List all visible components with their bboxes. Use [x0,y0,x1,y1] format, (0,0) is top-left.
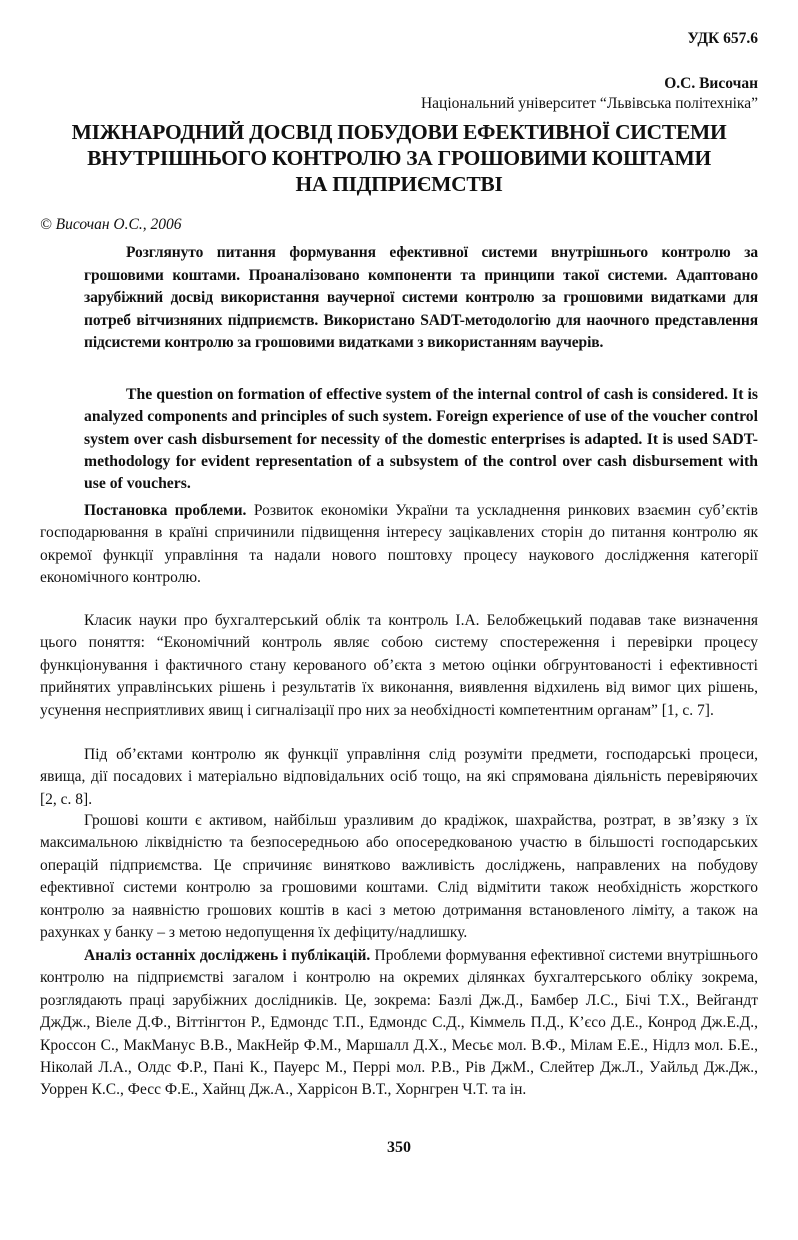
paragraph [40,945,758,1102]
section-literature-review [40,945,758,1102]
udk-code: УДК 657.6 [687,30,758,47]
abstract-english: The question on formation of effective system of the internal control of cash is considered. It is analyzed components and principles of such system. Foreign experience of use of the voucher control system over cash disbursement for necessity of the domestic enterprises is adapted. It is used SADT-methodology for evident representation of a subsystem of the control over cash disbursement with use of vouchers. [84,386,758,493]
paper-title [40,119,758,197]
paragraph-text: Розвиток економіки України та ускладнення ринкових взаємин суб’єктів господарювання в країні спричинили підвищення інтересу зацікавлених сторін до питання контролю як окремої функції управління та надали нового поштовху процесу наукового дослідження категорії економічного контролю. [40,502,758,587]
abstract-ukrainian: Розглянуто питання формування ефективної системи внутрішнього контролю за грошовими коштами. Проаналізовано компоненти та принципи такої системи. Адаптовано зарубіжний досвід використання ваучерної системи контролю за грошовими видатками для потреб вітчизняних підприємств. Використано SADT-методологію для наочного представлення підсистеми контролю за грошовими видатками з використанням ваучерів. [84,244,758,351]
section-heading: Постановка проблеми. [84,502,247,519]
paragraph-text: Під об’єктами контролю як функції управління слід розуміти предмети, господарські процеси, явища, дії посадових і матеріально відповідальних осіб тощо, на які спрямована діяльність перевіряючих [2, с. 8]. [40,746,758,808]
title-line: ВНУТРІШНЬОГО КОНТРОЛЮ ЗА ГРОШОВИМИ КОШТАМИ [87,146,711,170]
author-name: О.С. Височан [664,75,758,92]
section-heading: Аналіз останніх досліджень і публікацій. [84,947,371,964]
author-affiliation: Національний університет “Львівська політехніка” [420,95,758,112]
paragraph-cash-assets [40,810,758,944]
section-problem-statement [40,500,758,590]
paragraph-control-objects [40,744,758,811]
copyright-notice: © Височан О.С., 2006 [40,216,182,233]
paragraph-text: Класик науки про бухгалтерський облік та контроль І.А. Белобжецький подавав таке визначення цього поняття: “Економічний контроль являє собою систему спостереження і перевірки процесу функціонування і фактичного стану керованого об’єкта з метою оцінки обгрунтованості і ефективності прийнятих управлінських рішень і результатів їх виконання, виявлення відхилень від вимог цих рішень, усунення несприятливих явищ і сигналізації про них за необхідності компетентним органам” [1, с. 7]. [40,612,758,719]
title-line: МІЖНАРОДНИЙ ДОСВІД ПОБУДОВИ ЕФЕКТИВНОЇ СИСТЕМИ [71,120,727,144]
paragraph-text: Грошові кошти є активом, найбільш уразливим до крадіжок, шахрайства, розтрат, в зв’язку з їх максимальною ліквідністю та безпосередньою або опосередкованою участю в більшості господарських операцій підприємства. Це спричиняє винятково важливість досліджень, направлених на побудову ефективної системи контролю за грошовими коштами. Слід відмітити також необхідність жорсткого контролю за наявністю грошових коштів в касі з метою дотримання встановленого ліміту, а також на рахунках у банку – з метою недопущення їх дефіциту/надлишку. [40,812,758,942]
title-line: НА ПІДПРИЄМСТВІ [295,172,503,196]
paragraph [40,500,758,590]
paragraph-text: Проблеми формування ефективної системи внутрішнього контролю на підприємстві загалом і контролю на окремих ділянках бухгалтерського обліку зокрема, розглядають праці зарубіжних дослідників. Це, зокрема: Базлі Дж.Д., Бамбер Л.С., Бічі Т.Х., Вейгандт ДжДж., Віеле Д.Ф., Віттінгтон Р., Едмондс Т.П., Едмондс С.Д., Кіммель П.Д., К’єсо Д.Е., Конрод Дж.Е.Д., Кроссон С., МакМанус В.В., МакНейр Ф.М., Маршалл Д.Х., Месьє мол. В.Ф., Мілам Е.Е., Нідлз мол. Б.Е., Ніколай Л.А., Олдс Ф.Р., Пані К., Пауерс М., Перрі мол. Р.В., Рів ДжМ., Слейтер Дж.Л., Уайльд Дж.Дж., Уоррен К.С., Фесс Ф.Е., Хайнц Дж.А., Харрісон В.Т., Хорнгрен Ч.Т. та ін. [40,947,758,1099]
page-number: 350 [387,1139,411,1156]
paragraph-definition [40,610,758,722]
